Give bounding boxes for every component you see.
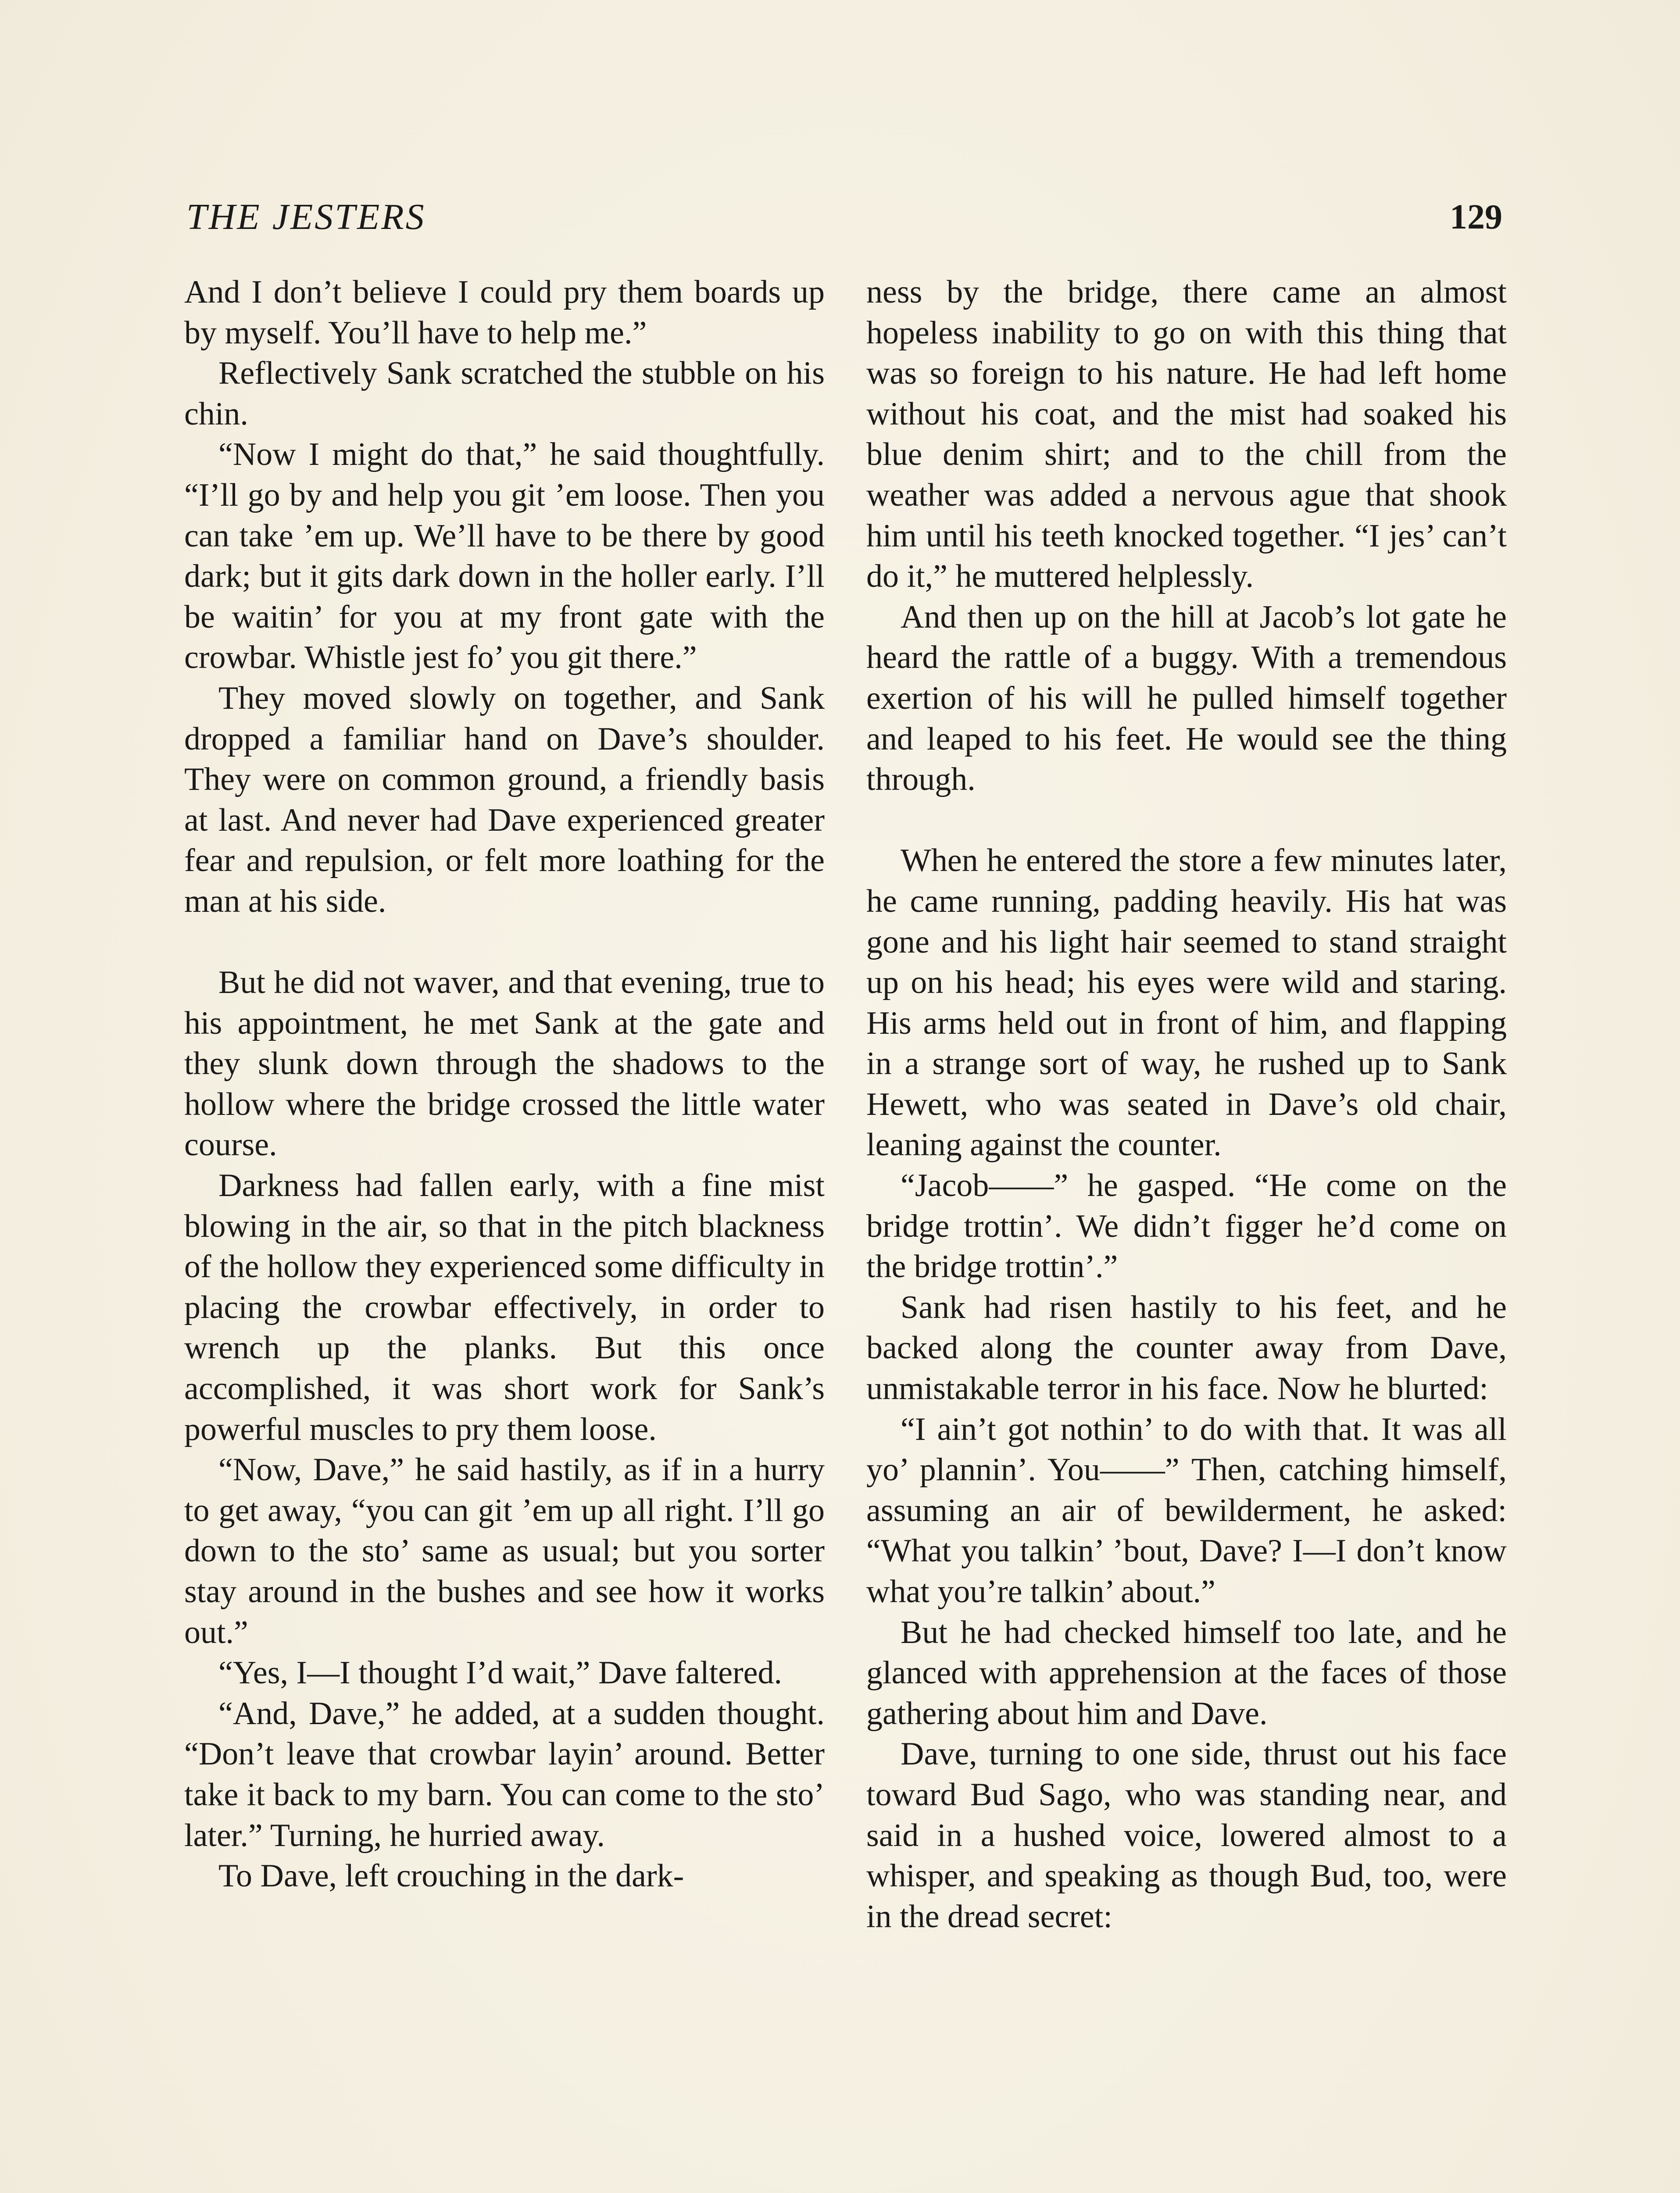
paragraph: To Dave, left crouching in the dark- — [218, 1858, 684, 1894]
left-text-column — [184, 272, 825, 1897]
paragraph: And I don’t believe I could pry them boards up by myself. You’ll have to help me.” — [184, 274, 825, 351]
paragraph: “Jacob——” he gasped. “He come on the bridge trottin’. We didn’t figger he’d come on the bridge trottin’.” — [866, 1168, 1507, 1285]
paragraph: When he entered the store a few minutes later, he came running, padding heavily. His hat was gone and his light hair seemed to stand straight up on his head; his eyes were wild and staring. His arms held out in front of him, and flapping in a strange sort of way, he rushed up to Sank Hewett, who was seated in Dave’s old chair, leaning against the counter. — [866, 843, 1507, 1163]
paragraph: And then up on the hill at Jacob’s lot gate he heard the rattle of a buggy. With a tremendous exertion of his will he pulled himself together and leaped to his feet. He would see the thing through. — [866, 599, 1507, 798]
paragraph: But he had checked himself too late, and he glanced with apprehension at the faces of those gathering about him and Dave. — [866, 1614, 1507, 1732]
paragraph: “Yes, I—I thought I’d wait,” Dave faltered. — [218, 1655, 783, 1691]
paragraph: Dave, turning to one side, thrust out his face toward Bud Sago, who was standing near, and said in a hushed voice, lowered almost to a whisper, and speaking as though Bud, too, were in the dread secret: — [866, 1736, 1507, 1935]
paragraph: “Now, Dave,” he said hastily, as if in a hurry to get away, “you can git ’em up all right. I’ll go down to the sto’ same as usual; but you sorter stay around in the bushes and see how it works out.” — [184, 1452, 825, 1650]
paragraph: ness by the bridge, there came an almost hopeless inability to go on with this thing that was so foreign to his nature. He had left home without his coat, and the mist had soaked his blue denim shirt; and to the chill from the weather was added a nervous ague that shook him until his teeth knocked together. “I jes’ can’t do it,” he muttered helplessly. — [866, 274, 1507, 595]
paragraph: They moved slowly on together, and Sank dropped a familiar hand on Dave’s shoulder. They were on common ground, a friendly basis at last. And never had Dave experienced greater fear and repulsion, or felt more loathing for the man at his side. — [184, 680, 825, 919]
paragraph: “Now I might do that,” he said thoughtfully. “I’ll go by and help you git ’em loose. Then you can take ’em up. We’ll have to be there by good dark; but it gits dark down in the holler early. I’ll be waitin’ for you at my front gate with the crowbar. Whistle jest fo’ you git there.” — [184, 436, 825, 676]
paragraph: Darkness had fallen early, with a fine mist blowing in the air, so that in the pitch blackness of the hollow they experienced some difficulty in placing the crowbar effectively, in order to wrench up the planks. But this once accomplished, it was short work for Sank’s powerful muscles to pry them loose. — [184, 1168, 825, 1447]
paragraph: “I ain’t got nothin’ to do with that. It was all yo’ plannin’. You——” Then, catching himself, assuming an air of bewilderment, he asked: “What you talkin’ ’bout, Dave? I—I don’t know what you’re talkin’ about.” — [866, 1411, 1507, 1610]
paragraph: “And, Dave,” he added, at a sudden thought. “Don’t leave that crowbar layin’ around. Better take it back to my barn. You can come to the sto’ later.” Turning, he hurried away. — [184, 1695, 825, 1854]
paragraph: But he did not waver, and that evening, true to his appointment, he met Sank at the gate and they slunk down through the shadows to the hollow where the bridge crossed the little water course. — [184, 964, 825, 1163]
running-head — [186, 195, 1502, 243]
paragraph: Reflectively Sank scratched the stubble on his chin. — [184, 355, 825, 432]
running-title: THE JESTERS — [186, 196, 426, 237]
page-number: 129 — [1450, 198, 1502, 236]
right-text-column — [866, 272, 1507, 1937]
paragraph: Sank had risen hastily to his feet, and he backed along the counter away from Dave, unmistakable terror in his face. Now he blurted: — [866, 1289, 1507, 1407]
